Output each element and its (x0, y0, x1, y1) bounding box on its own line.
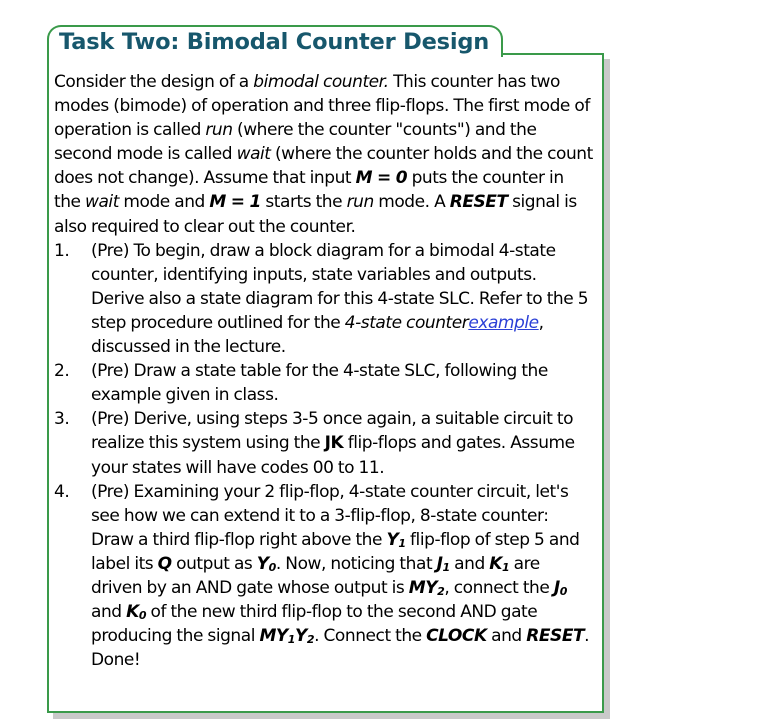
item-text: flip-flop of step 5 and label its (91, 529, 580, 574)
intro-text: This counter has two modes (bimode) of operation and three flip-flops. The first mode of operation is called (54, 72, 590, 141)
signal-reset: RESET (526, 626, 585, 647)
intro-term-run: run (346, 192, 374, 213)
intro-expr-m0: M = 0 (355, 168, 408, 189)
item-text: , discussed in the lecture. (91, 312, 544, 358)
list-item-body (91, 239, 594, 359)
signal-j0: $J_0$ (553, 577, 567, 598)
list-item-body (91, 480, 594, 673)
intro-term-bimodal: bimodal counter. (253, 72, 389, 92)
signal-q: Q (157, 553, 172, 574)
item-text: output as (171, 553, 257, 574)
list-item-body (91, 359, 594, 407)
list-item-number: 2. (54, 361, 70, 382)
list-item-1 (54, 239, 594, 359)
section-title-tab (47, 25, 503, 57)
task-content-box (47, 53, 604, 713)
item-text: flip-flops and gates. Assume your states will have codes 00 to 11. (91, 433, 575, 478)
intro-text: starts the (260, 192, 347, 213)
item-term-4-state-counter: 4-state counter (344, 312, 469, 333)
list-item-number: 3. (54, 409, 70, 430)
intro-expr-m1: M = 1 (209, 192, 261, 213)
list-item-number: 1. (54, 240, 70, 261)
list-item-body (91, 407, 594, 479)
intro-text: (where the counter holds and the count does not change). Assume that input (54, 144, 593, 189)
intro-text: signal is also required to clear out the counter. (54, 192, 577, 237)
intro-text: (where the counter "counts") and the second mode is called (54, 120, 537, 165)
item-text: of the new third flip-flop to the second AND gate producing the signal (91, 602, 538, 647)
signal-j1: $J_1$ (436, 553, 450, 574)
item-text: are driven by an AND gate whose output is (91, 553, 540, 598)
section-title: Task Two: Bimodal Counter Design (59, 29, 490, 55)
item-text: and (91, 602, 127, 623)
intro-term-reset: RESET (449, 192, 508, 213)
item-text: . Now, noticing that (275, 553, 437, 574)
task-text (54, 70, 594, 672)
list-item-2 (54, 359, 594, 407)
item-text: and (449, 553, 490, 574)
item-term-jk: JK (324, 433, 344, 454)
item-text: (Pre) Derive, using steps 3-5 once again, a suitable circuit to realize this system using the (91, 409, 574, 454)
intro-text: puts the counter in the (54, 168, 564, 213)
list-item-3 (54, 407, 594, 479)
signal-k0: $K_0$ (126, 602, 147, 623)
item-text: (Pre) To begin, draw a block diagram for a bimodal 4-state counter, identifying inputs, state variables and outputs. Derive also a state diagram for this 4-state SLC. Refer to the 5 step procedure outlined for the (91, 240, 589, 333)
signal-y0: $Y_0$ (256, 553, 276, 574)
example-link[interactable]: example (468, 312, 539, 333)
item-text: , connect the (444, 577, 554, 598)
intro-term-wait: wait (236, 144, 271, 165)
item-text: (Pre) Draw a state table for the 4-state SLC, following the example given in class. (91, 361, 548, 406)
list-item-number: 4. (54, 481, 70, 502)
item-text: . Connect the (314, 626, 427, 647)
item-text: (Pre) Examining your 2 flip-flop, 4-state counter circuit, let's see how we can extend it to a 3-flip-flop, 8-state counter: Draw a third flip-flop right above the (91, 481, 569, 550)
intro-text: mode and (118, 192, 210, 213)
intro-term-run: run (205, 120, 233, 141)
signal-k1: $K_1$ (489, 553, 510, 574)
intro-term-wait: wait (85, 192, 119, 213)
item-text: . Done! (91, 626, 590, 671)
signal-my2: $MY_2$ (408, 577, 445, 598)
list-item-4 (54, 480, 594, 673)
intro-text: Consider the design of a (54, 72, 254, 92)
intro-paragraph (54, 70, 594, 239)
intro-text: mode. A (373, 192, 450, 213)
item-text: and (486, 626, 527, 647)
signal-clock: CLOCK (426, 626, 487, 647)
signal-y1: $Y_1$ (386, 529, 406, 550)
signal-my1y2: $MY_1Y_2$ (259, 626, 315, 647)
